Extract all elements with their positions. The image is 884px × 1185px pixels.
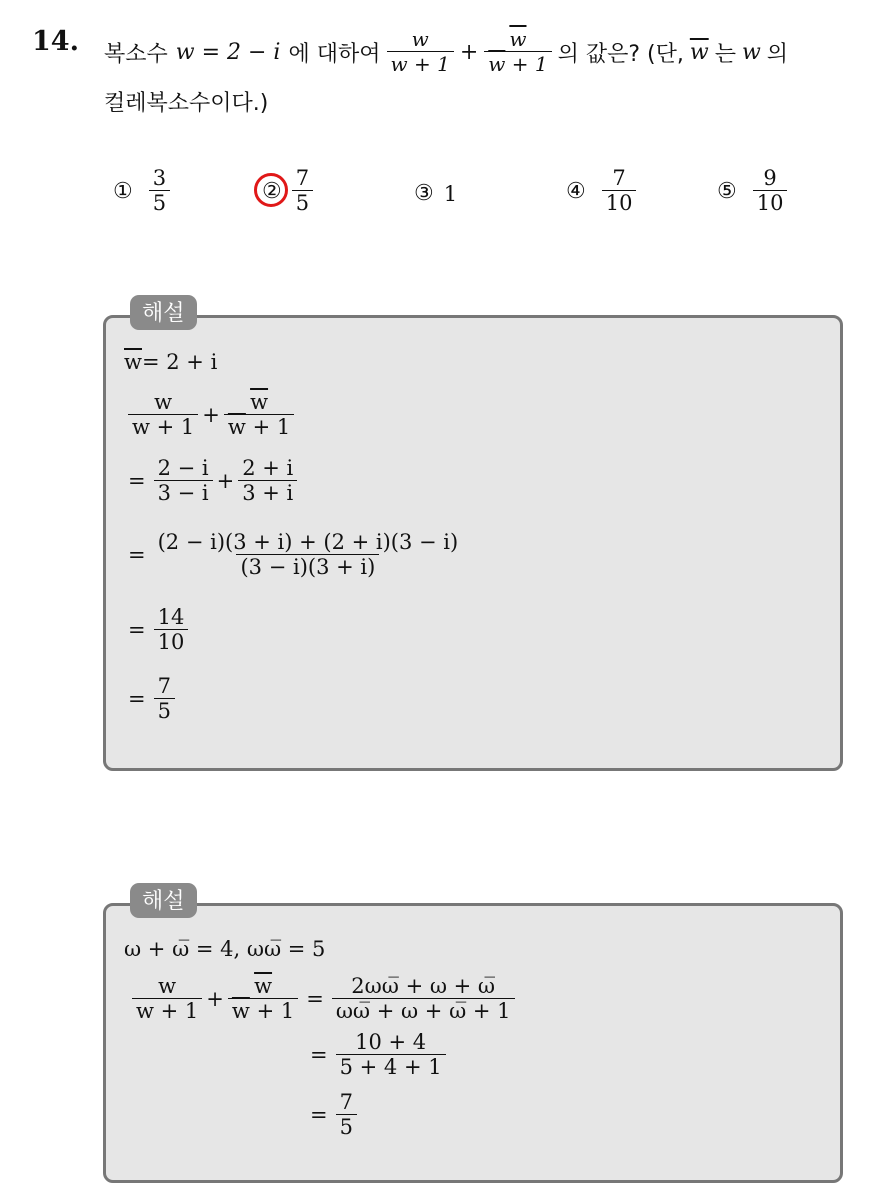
choice-num: 3	[152, 166, 167, 190]
numerator: $\overline{w}$	[509, 27, 527, 51]
question-mid: 에 대하여	[288, 41, 381, 67]
w-definition: w = 2 − i	[175, 39, 281, 65]
line-text: = 2 + i	[141, 350, 218, 374]
question-fraction-2	[484, 28, 551, 76]
choice-5[interactable]	[717, 166, 793, 216]
numerator: w	[158, 974, 177, 998]
denominator: w + 1	[128, 414, 198, 440]
choice-mark: ①	[113, 178, 133, 204]
sol2-line-1	[124, 937, 325, 961]
denominator: 5 + 4 + 1	[336, 1054, 446, 1080]
choice-mark: ④	[566, 178, 586, 204]
sol2-line-4	[306, 1090, 361, 1140]
solution-label-1: 해설	[130, 295, 197, 330]
equals-sign: =	[306, 987, 324, 1012]
choice-den: 10	[602, 190, 637, 216]
denominator-bar: $\overline{w}$	[488, 52, 506, 76]
question-line-1	[104, 28, 788, 76]
choice-den: 5	[292, 190, 313, 216]
denominator: 10	[154, 629, 189, 655]
numerator: 2 + i	[242, 456, 294, 480]
denominator: w + 1	[132, 998, 202, 1024]
numerator: $\overline{w}$	[250, 390, 269, 414]
wbar: $\overline{w}$	[124, 350, 142, 374]
question-suffix: 의 값은? (단,	[557, 41, 684, 67]
choice-1[interactable]	[113, 166, 176, 216]
choice-den: 10	[753, 190, 788, 216]
plus-sign: +	[459, 39, 479, 65]
choice-mark-selected	[262, 179, 282, 204]
sol1-line-1	[124, 350, 217, 374]
choice-4[interactable]	[566, 166, 642, 216]
sol1-line-3: = $\frac{2 - i}{3 - i}$ + $\frac{2 + i}{3 + i}$	[124, 456, 301, 506]
sol1-line-4	[124, 530, 466, 580]
equals-sign: =	[128, 687, 146, 712]
numerator: w	[154, 390, 173, 414]
numerator: 7	[157, 674, 171, 698]
w-bar: $\overline{w}$	[689, 39, 709, 65]
choice-2[interactable]	[262, 166, 319, 216]
sol1-line-6	[124, 674, 179, 724]
choice-den: 5	[149, 190, 170, 216]
denominator-rest: + 1	[505, 52, 548, 76]
numerator: w	[411, 27, 429, 51]
choice-3[interactable]	[414, 181, 457, 206]
question-tail: 의	[766, 41, 789, 67]
denominator-rest: + 1	[245, 415, 291, 440]
denominator: (3 − i)(3 + i)	[236, 554, 379, 580]
denominator	[224, 414, 294, 440]
denominator: 5	[154, 698, 175, 724]
equals-sign: =	[128, 469, 146, 494]
denominator-bar: $\overline{w}$	[231, 999, 250, 1024]
numerator: 2 − i	[157, 456, 209, 480]
question-mid2: 는	[714, 41, 736, 67]
choice-num: 7	[612, 166, 626, 190]
question-number: 14.	[32, 26, 79, 57]
equals-sign: =	[310, 1103, 328, 1128]
equals-sign: =	[310, 1043, 328, 1068]
denominator: 3 − i	[154, 480, 213, 506]
sol1-line-5	[124, 605, 192, 655]
sol1-line-2: $\frac{w}{w + 1}$ + $\frac{\overline{w}}{\overline{w} + 1}$	[124, 390, 298, 440]
equals-sign: =	[128, 543, 146, 568]
question-fraction-1	[387, 28, 454, 76]
choice-mark: ⑤	[717, 178, 737, 204]
solution-label-2: 해설	[130, 883, 197, 918]
choice-mark: ②	[262, 178, 282, 204]
selected-circle-icon	[254, 173, 288, 207]
numerator: $\overline{w}$	[254, 974, 273, 998]
choice-mark: ③	[414, 181, 434, 206]
choice-num: 9	[763, 166, 777, 190]
numerator: 2ωω̅ + ω + ω̅	[351, 974, 496, 998]
numerator: 7	[339, 1090, 353, 1114]
question-line-2: 컬레복소수이다.)	[104, 91, 269, 116]
line-text: ω + ω̅ = 4, ωω̅ = 5	[124, 937, 326, 961]
denominator-bar: $\overline{w}$	[227, 415, 246, 440]
numerator: (2 − i)(3 + i) + (2 + i)(3 − i)	[157, 530, 459, 554]
choice-value: 1	[443, 181, 458, 206]
denominator	[484, 51, 551, 76]
question-prefix: 복소수	[104, 41, 168, 67]
denominator: 3 + i	[238, 480, 297, 506]
denominator	[228, 998, 298, 1024]
sol2-line-2: $\frac{w}{w + 1}$ + $\frac{\overline{w}}{\overline{w} + 1}$ = $\frac{2\omega\omega̅ + \omega + \omega̅}{\omega\omega̅ + \omega + \omega̅ + 1}$	[128, 974, 519, 1024]
w-symbol: w	[741, 39, 761, 65]
equals-sign: =	[128, 618, 146, 643]
choice-num: 7	[295, 166, 310, 190]
denominator: w + 1	[387, 51, 454, 76]
denominator-rest: + 1	[249, 999, 295, 1024]
sol2-line-3	[306, 1030, 450, 1080]
denominator: ωω̅ + ω + ω̅ + 1	[332, 998, 515, 1024]
numerator: 10 + 4	[355, 1030, 427, 1054]
denominator: 5	[336, 1114, 357, 1140]
numerator: 14	[157, 605, 185, 629]
